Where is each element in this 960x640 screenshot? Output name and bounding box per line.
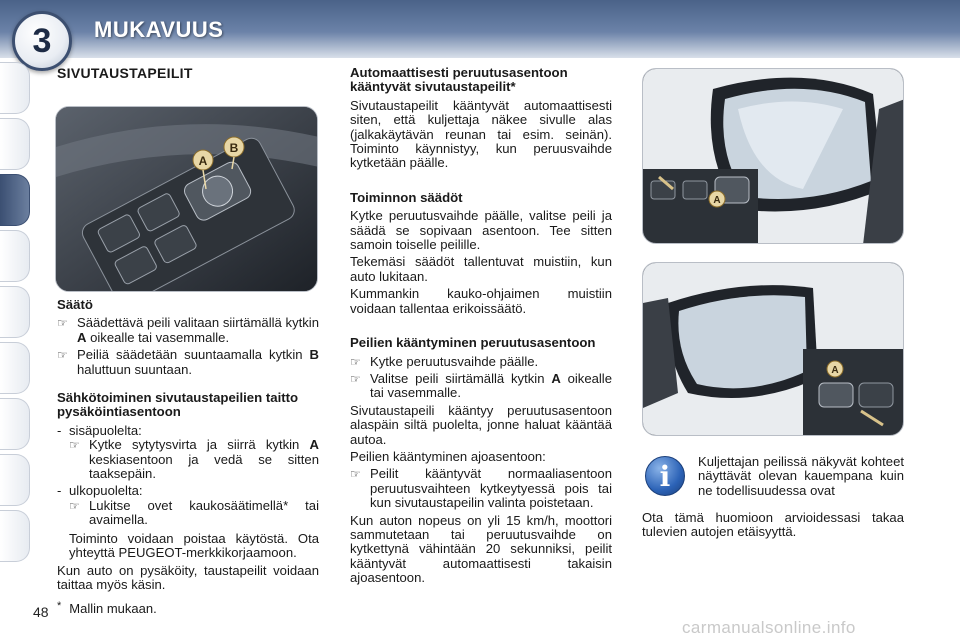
footnote — [57, 600, 157, 616]
chapter-tab[interactable] — [0, 342, 30, 394]
list-item: ☞ Säädettävä peili valitaan siirtämällä kytkin A oikealle tai vasemmalle. — [57, 315, 319, 345]
folding-title: Sähkötoiminen sivutaustapeilien taitto pysäköintiasentoon — [57, 390, 299, 420]
chapter-tab[interactable] — [0, 62, 30, 114]
pointing-hand-icon: ☞ — [350, 354, 361, 369]
footnote-text: Mallin mukaan. — [69, 601, 157, 616]
adjust-section — [57, 298, 319, 595]
pointing-hand-icon: ☞ — [69, 438, 80, 453]
list-item: ☞ Kytke sytytysvirta ja siirrä kytkin A keskiasentoon ja vedä se sitten taaksepäin. — [69, 437, 319, 482]
chapter-tab[interactable] — [0, 454, 30, 506]
info-note: Kuljettajan peilissä näkyvät kohteet näyttävät olevan kauempana kuin ne todellisuudessa ovat — [698, 454, 904, 498]
pointing-hand-icon: ☞ — [350, 371, 361, 386]
adjust-title: Säätö — [57, 297, 93, 312]
list-item: - ulkopuolelta: — [57, 483, 143, 499]
mirror-photo-bottom — [642, 262, 904, 436]
chapter-number-badge: 3 — [12, 11, 72, 71]
chapter-tab[interactable] — [0, 118, 30, 170]
chapter-tabs — [0, 62, 34, 582]
pointing-hand-icon: ☞ — [57, 348, 68, 363]
settings-text: Tekemäsi säädöt tallentuvat muistiin, kun auto lukitaan. — [350, 254, 612, 284]
reverse-tilt-title: Peilien kääntyminen peruutusasentoon — [350, 335, 596, 351]
chapter-tab[interactable] — [0, 398, 30, 450]
pointing-hand-icon: ☞ — [69, 498, 80, 513]
list-item: - sisäpuolelta: — [57, 422, 142, 438]
settings-title: Toiminnon säädöt — [350, 189, 463, 205]
reverse-tilt-text: Sivutaustapeili kääntyy peruutusasentoon alaspäin siltä puolelta, jonne haluat kääntää autoa. — [350, 402, 612, 447]
list-item: ☞ Lukitse ovet kaukosäätimellä* tai avaimella. — [69, 497, 319, 528]
mirror-photo-top — [642, 68, 904, 244]
left-column — [57, 66, 319, 80]
middle-column — [350, 66, 612, 589]
page-number: 48 — [33, 604, 49, 620]
door-switch-photo — [55, 106, 318, 292]
list-item: ☞ Valitse peili siirtämällä kytkin A oikealle tai vasemmalle. — [350, 370, 613, 401]
disable-note: Toiminto voidaan poistaa käytöstä. Ota yhteyttä PEUGEOT-merkkikorjaamoon. — [69, 530, 319, 561]
callout-b-label: B — [229, 141, 239, 155]
info-note-extra: Ota tämä huomioon arvioidessasi takaa tulevien autojen etäisyyttä. — [642, 510, 904, 540]
callout-a-label: A — [713, 195, 721, 206]
chapter-title: MUKAVUUS — [94, 17, 224, 42]
callout-a-label: A — [831, 365, 839, 376]
list-item: ☞ Peilit kääntyvät normaaliasentoon peruutusvaihteen kytkeytyessä pois tai kun sivutaustapeilin valinta poistetaan. — [350, 466, 612, 511]
watermark: carmanualsonline.info — [682, 618, 856, 637]
chapter-tab[interactable] — [0, 230, 30, 282]
footnote-star: * — [57, 600, 62, 612]
chapter-tab-active[interactable] — [0, 174, 30, 226]
list-item: ☞ Peiliä säädetään suuntaamalla kytkin B haluttuun suuntaan. — [57, 347, 319, 377]
chapter-tab[interactable] — [0, 286, 30, 338]
list-item: ☞ Kytke peruutusvaihde päälle. — [350, 353, 539, 369]
pointing-hand-icon: ☞ — [57, 316, 68, 331]
manual-fold-note: Kun auto on pysäköity, taustapeilit voidaan taittaa myös käsin. — [57, 562, 319, 592]
auto-tilt-title: Automaattisesti peruutusasentoon kääntyvät sivutaustapeilit* — [350, 65, 568, 95]
callout-a-label: A — [198, 154, 208, 168]
reverse-tilt-text: Kun auton nopeus on yli 15 km/h, moottori sammutetaan tai peruutusvaihde on kytkettynä vähintään 20 sekunniksi, peilit kääntyvät automaattisesti takaisin ajoasentoon. — [350, 512, 612, 586]
reverse-tilt-text: Peilien kääntyminen ajoasentoon: — [350, 448, 546, 464]
settings-text: Kytke peruutusvaihde päälle, valitse peili ja säädä se sopivaan asentoon. Tee sitten samoin toiselle peilille. — [350, 208, 612, 253]
chapter-tab[interactable] — [0, 510, 30, 562]
section-title-mirrors: SIVUTAUSTAPEILIT — [57, 65, 193, 81]
info-icon: i — [645, 456, 685, 496]
auto-tilt-text: Sivutaustapeilit kääntyvät automaattisesti siten, että kuljettaja näkee sivulle alas (jalkakäytävän reunan tai esim. seinän). Toiminto käynnistyy, kun peruusvaihde kytketään päälle. — [350, 97, 612, 171]
settings-text: Kummankin kauko-ohjaimen muistiin voidaan tallentaa erikoissäätö. — [350, 286, 612, 316]
pointing-hand-icon: ☞ — [350, 467, 361, 482]
